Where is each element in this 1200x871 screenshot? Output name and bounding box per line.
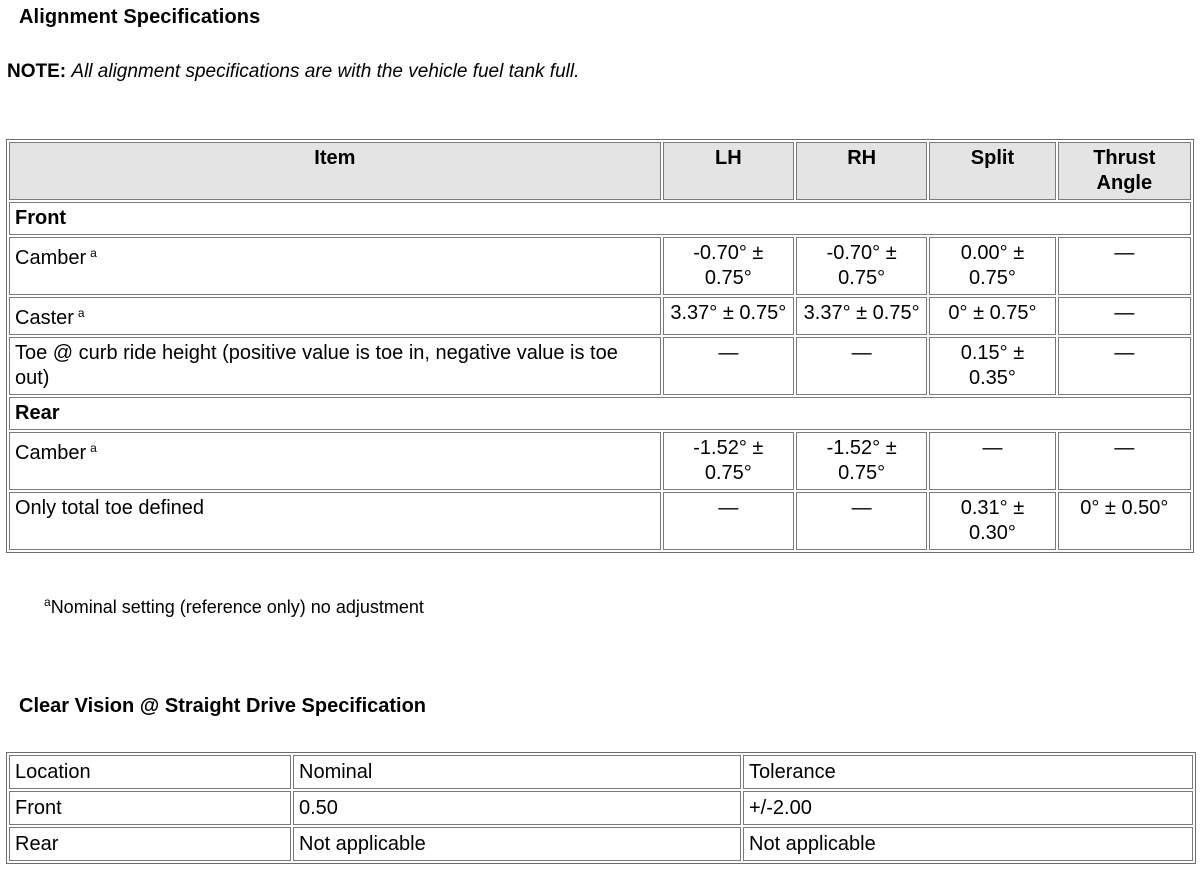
clear-vision-header-row bbox=[9, 755, 1193, 789]
row-lh: -0.70° ± 0.75° bbox=[663, 237, 794, 295]
footnote-marker: a bbox=[77, 306, 85, 320]
table-row bbox=[9, 237, 1191, 295]
row-thrust: 0° ± 0.50° bbox=[1058, 492, 1191, 550]
cell-tolerance: Tolerance bbox=[743, 755, 1193, 789]
row-rh: — bbox=[796, 337, 927, 395]
row-item: Camber $^a$ bbox=[9, 432, 661, 490]
header-split: Split bbox=[929, 142, 1055, 200]
row-split: 0.15° ± 0.35° bbox=[929, 337, 1055, 395]
row-lh: — bbox=[663, 492, 794, 550]
footnote-marker: a bbox=[44, 595, 51, 609]
cell-location: Rear bbox=[9, 827, 291, 861]
cell-tolerance: +/-2.00 bbox=[743, 791, 1193, 825]
footnote bbox=[44, 595, 424, 618]
alignment-header-row bbox=[9, 142, 1191, 200]
row-split: 0° ± 0.75° bbox=[929, 297, 1055, 335]
row-rh: 3.37° ± 0.75° bbox=[796, 297, 927, 335]
header-thrust-angle: Thrust Angle bbox=[1058, 142, 1191, 200]
header-item: Item bbox=[9, 142, 661, 200]
footnote-marker: a bbox=[90, 246, 97, 260]
note bbox=[7, 61, 579, 83]
cell-nominal: Nominal bbox=[293, 755, 741, 789]
row-lh: 3.37° ± 0.75° bbox=[663, 297, 794, 335]
section-title-clear-vision: Clear Vision @ Straight Drive Specification bbox=[19, 695, 427, 717]
cell-location: Location bbox=[9, 755, 291, 789]
note-label: NOTE: bbox=[7, 61, 67, 82]
table-row bbox=[9, 827, 1193, 861]
row-item: Only total toe defined bbox=[9, 492, 661, 550]
section-row-rear bbox=[9, 397, 1191, 430]
clear-vision-table bbox=[6, 752, 1196, 864]
row-item: Toe @ curb ride height (positive value is toe in, negative value is toe out) bbox=[9, 337, 661, 395]
table-row bbox=[9, 791, 1193, 825]
table-row bbox=[9, 337, 1191, 395]
header-lh: LH bbox=[663, 142, 794, 200]
alignment-table bbox=[6, 139, 1194, 553]
footnote-marker: a bbox=[90, 441, 97, 455]
footnote-text: Nominal setting (reference only) no adjustment bbox=[50, 597, 424, 617]
section-label-rear: Rear bbox=[9, 397, 1191, 430]
table-row bbox=[9, 297, 1191, 335]
row-thrust: — bbox=[1058, 337, 1191, 395]
row-thrust: — bbox=[1058, 297, 1191, 335]
page-title: Alignment Specifications bbox=[19, 6, 261, 28]
section-row-front bbox=[9, 202, 1191, 235]
table-row bbox=[9, 492, 1191, 550]
row-item: Caster $^a$ bbox=[9, 297, 661, 335]
row-item: Camber $^a$ bbox=[9, 237, 661, 295]
header-rh: RH bbox=[796, 142, 927, 200]
row-lh: -1.52° ± 0.75° bbox=[663, 432, 794, 490]
note-text: All alignment specifications are with the vehicle fuel tank full. bbox=[71, 61, 580, 82]
row-rh: — bbox=[796, 492, 927, 550]
row-lh: — bbox=[663, 337, 794, 395]
cell-tolerance: Not applicable bbox=[743, 827, 1193, 861]
row-thrust: — bbox=[1058, 432, 1191, 490]
row-split: 0.00° ± 0.75° bbox=[929, 237, 1055, 295]
row-thrust: — bbox=[1058, 237, 1191, 295]
table-row bbox=[9, 432, 1191, 490]
row-split: — bbox=[929, 432, 1055, 490]
cell-nominal: 0.50 bbox=[293, 791, 741, 825]
cell-location: Front bbox=[9, 791, 291, 825]
row-split: 0.31° ± 0.30° bbox=[929, 492, 1055, 550]
row-rh: -0.70° ± 0.75° bbox=[796, 237, 927, 295]
row-rh: -1.52° ± 0.75° bbox=[796, 432, 927, 490]
cell-nominal: Not applicable bbox=[293, 827, 741, 861]
section-label-front: Front bbox=[9, 202, 1191, 235]
